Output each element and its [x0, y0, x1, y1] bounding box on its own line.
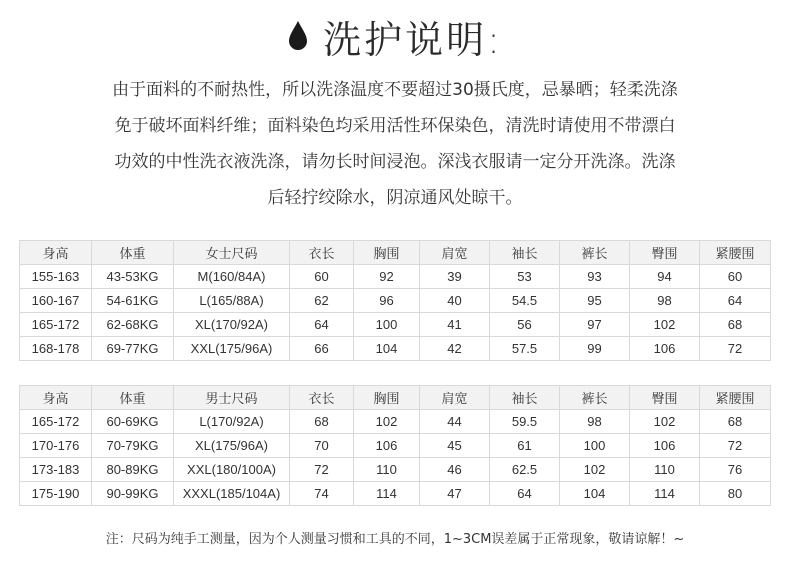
table-cell: 72	[290, 458, 354, 482]
table-cell: 57.5	[490, 337, 560, 361]
column-header: 紧腰围	[700, 241, 771, 265]
column-header: 裤长	[560, 241, 630, 265]
table-cell: 100	[354, 313, 420, 337]
table-cell: 94	[630, 265, 700, 289]
table-row	[20, 410, 771, 434]
measurement-note: 注：尺码为纯手工测量，因为个人测量习惯和工具的不同，1~3CM误差属于正常现象，敬请谅解！~	[105, 532, 685, 547]
water-drop-icon	[287, 20, 309, 52]
table-cell: 114	[630, 482, 700, 506]
table-cell: 42	[420, 337, 490, 361]
table-cell: 97	[560, 313, 630, 337]
care-line: 由于面料的不耐热性，所以洗涤温度不要超过30摄氏度，忌暴晒；轻柔洗涤	[112, 80, 678, 100]
table-cell: M(160/84A)	[174, 265, 290, 289]
column-header: 裤长	[560, 386, 630, 410]
table-cell: 173-183	[20, 458, 92, 482]
page-title: 洗护说明:	[323, 17, 503, 62]
table-cell: 60	[290, 265, 354, 289]
column-header: 衣长	[290, 386, 354, 410]
table-cell: 104	[354, 337, 420, 361]
column-header: 肩宽	[420, 241, 490, 265]
table-cell: 93	[560, 265, 630, 289]
column-header: 衣长	[290, 241, 354, 265]
table-cell: 92	[354, 265, 420, 289]
table-header-row	[20, 386, 771, 410]
table-cell: 102	[560, 458, 630, 482]
table-cell: 68	[700, 313, 771, 337]
table-cell: 61	[490, 434, 560, 458]
table-cell: XXL(175/96A)	[174, 337, 290, 361]
table-cell: 68	[700, 410, 771, 434]
table-cell: 47	[420, 482, 490, 506]
table-cell: 72	[700, 337, 771, 361]
table-cell: XXXL(185/104A)	[174, 482, 290, 506]
table-cell: 80-89KG	[92, 458, 174, 482]
table-cell: 102	[630, 410, 700, 434]
column-header: 身高	[20, 241, 92, 265]
table-cell: 72	[700, 434, 771, 458]
table-cell: 53	[490, 265, 560, 289]
table-row	[20, 482, 771, 506]
column-header: 袖长	[490, 386, 560, 410]
table-cell: 76	[700, 458, 771, 482]
table-cell: 62	[290, 289, 354, 313]
table-cell: 106	[354, 434, 420, 458]
table-cell: 64	[700, 289, 771, 313]
table-cell: 165-172	[20, 313, 92, 337]
table-cell: 56	[490, 313, 560, 337]
table-cell: 68	[290, 410, 354, 434]
table-row	[20, 337, 771, 361]
table-cell: 54-61KG	[92, 289, 174, 313]
care-instructions	[70, 72, 720, 216]
table-cell: 102	[630, 313, 700, 337]
men-size-table	[19, 385, 771, 506]
table-cell: L(165/88A)	[174, 289, 290, 313]
table-cell: 41	[420, 313, 490, 337]
table-cell: 165-172	[20, 410, 92, 434]
table-cell: 74	[290, 482, 354, 506]
table-cell: 45	[420, 434, 490, 458]
column-header: 袖长	[490, 241, 560, 265]
table-cell: 110	[630, 458, 700, 482]
table-cell: 106	[630, 434, 700, 458]
table-cell: 46	[420, 458, 490, 482]
table-cell: XL(170/92A)	[174, 313, 290, 337]
table-cell: 59.5	[490, 410, 560, 434]
column-header: 臀围	[630, 241, 700, 265]
table-cell: 110	[354, 458, 420, 482]
table-cell: 43-53KG	[92, 265, 174, 289]
table-cell: 62.5	[490, 458, 560, 482]
table-cell: 69-77KG	[92, 337, 174, 361]
table-row	[20, 265, 771, 289]
table-cell: 39	[420, 265, 490, 289]
table-cell: 54.5	[490, 289, 560, 313]
table-row	[20, 458, 771, 482]
column-header: 男士尺码	[174, 386, 290, 410]
table-cell: 64	[490, 482, 560, 506]
care-line: 功效的中性洗衣液洗涤，请勿长时间浸泡。深浅衣服请一定分开洗涤。洗涤	[114, 152, 676, 172]
table-cell: 64	[290, 313, 354, 337]
table-cell: L(170/92A)	[174, 410, 290, 434]
column-header: 胸围	[354, 386, 420, 410]
table-cell: 80	[700, 482, 771, 506]
table-row	[20, 313, 771, 337]
table-cell: 62-68KG	[92, 313, 174, 337]
table-cell: 175-190	[20, 482, 92, 506]
table-cell: 60-69KG	[92, 410, 174, 434]
table-cell: 70	[290, 434, 354, 458]
column-header: 身高	[20, 386, 92, 410]
column-header: 体重	[92, 386, 174, 410]
table-cell: 99	[560, 337, 630, 361]
column-header: 胸围	[354, 241, 420, 265]
table-cell: 102	[354, 410, 420, 434]
table-cell: 40	[420, 289, 490, 313]
table-cell: 160-167	[20, 289, 92, 313]
table-cell: 90-99KG	[92, 482, 174, 506]
table-cell: 96	[354, 289, 420, 313]
table-cell: 98	[560, 410, 630, 434]
table-row	[20, 289, 771, 313]
table-cell: 98	[630, 289, 700, 313]
table-cell: XXL(180/100A)	[174, 458, 290, 482]
table-cell: 106	[630, 337, 700, 361]
table-cell: 104	[560, 482, 630, 506]
title-block	[0, 10, 790, 62]
table-cell: 60	[700, 265, 771, 289]
column-header: 女士尺码	[174, 241, 290, 265]
table-cell: 70-79KG	[92, 434, 174, 458]
table-row	[20, 434, 771, 458]
table-cell: 44	[420, 410, 490, 434]
column-header: 臀围	[630, 386, 700, 410]
table-cell: 95	[560, 289, 630, 313]
table-header-row	[20, 241, 771, 265]
table-cell: 155-163	[20, 265, 92, 289]
care-line: 后轻拧绞除水，阴凉通风处晾干。	[267, 188, 523, 208]
table-cell: XL(175/96A)	[174, 434, 290, 458]
table-cell: 170-176	[20, 434, 92, 458]
women-size-table	[19, 240, 771, 361]
table-cell: 100	[560, 434, 630, 458]
table-cell: 66	[290, 337, 354, 361]
table-cell: 114	[354, 482, 420, 506]
column-header: 肩宽	[420, 386, 490, 410]
table-cell: 168-178	[20, 337, 92, 361]
column-header: 体重	[92, 241, 174, 265]
care-line: 免于破坏面料纤维；面料染色均采用活性环保染色，清洗时请使用不带漂白	[114, 116, 676, 136]
column-header: 紧腰围	[700, 386, 771, 410]
